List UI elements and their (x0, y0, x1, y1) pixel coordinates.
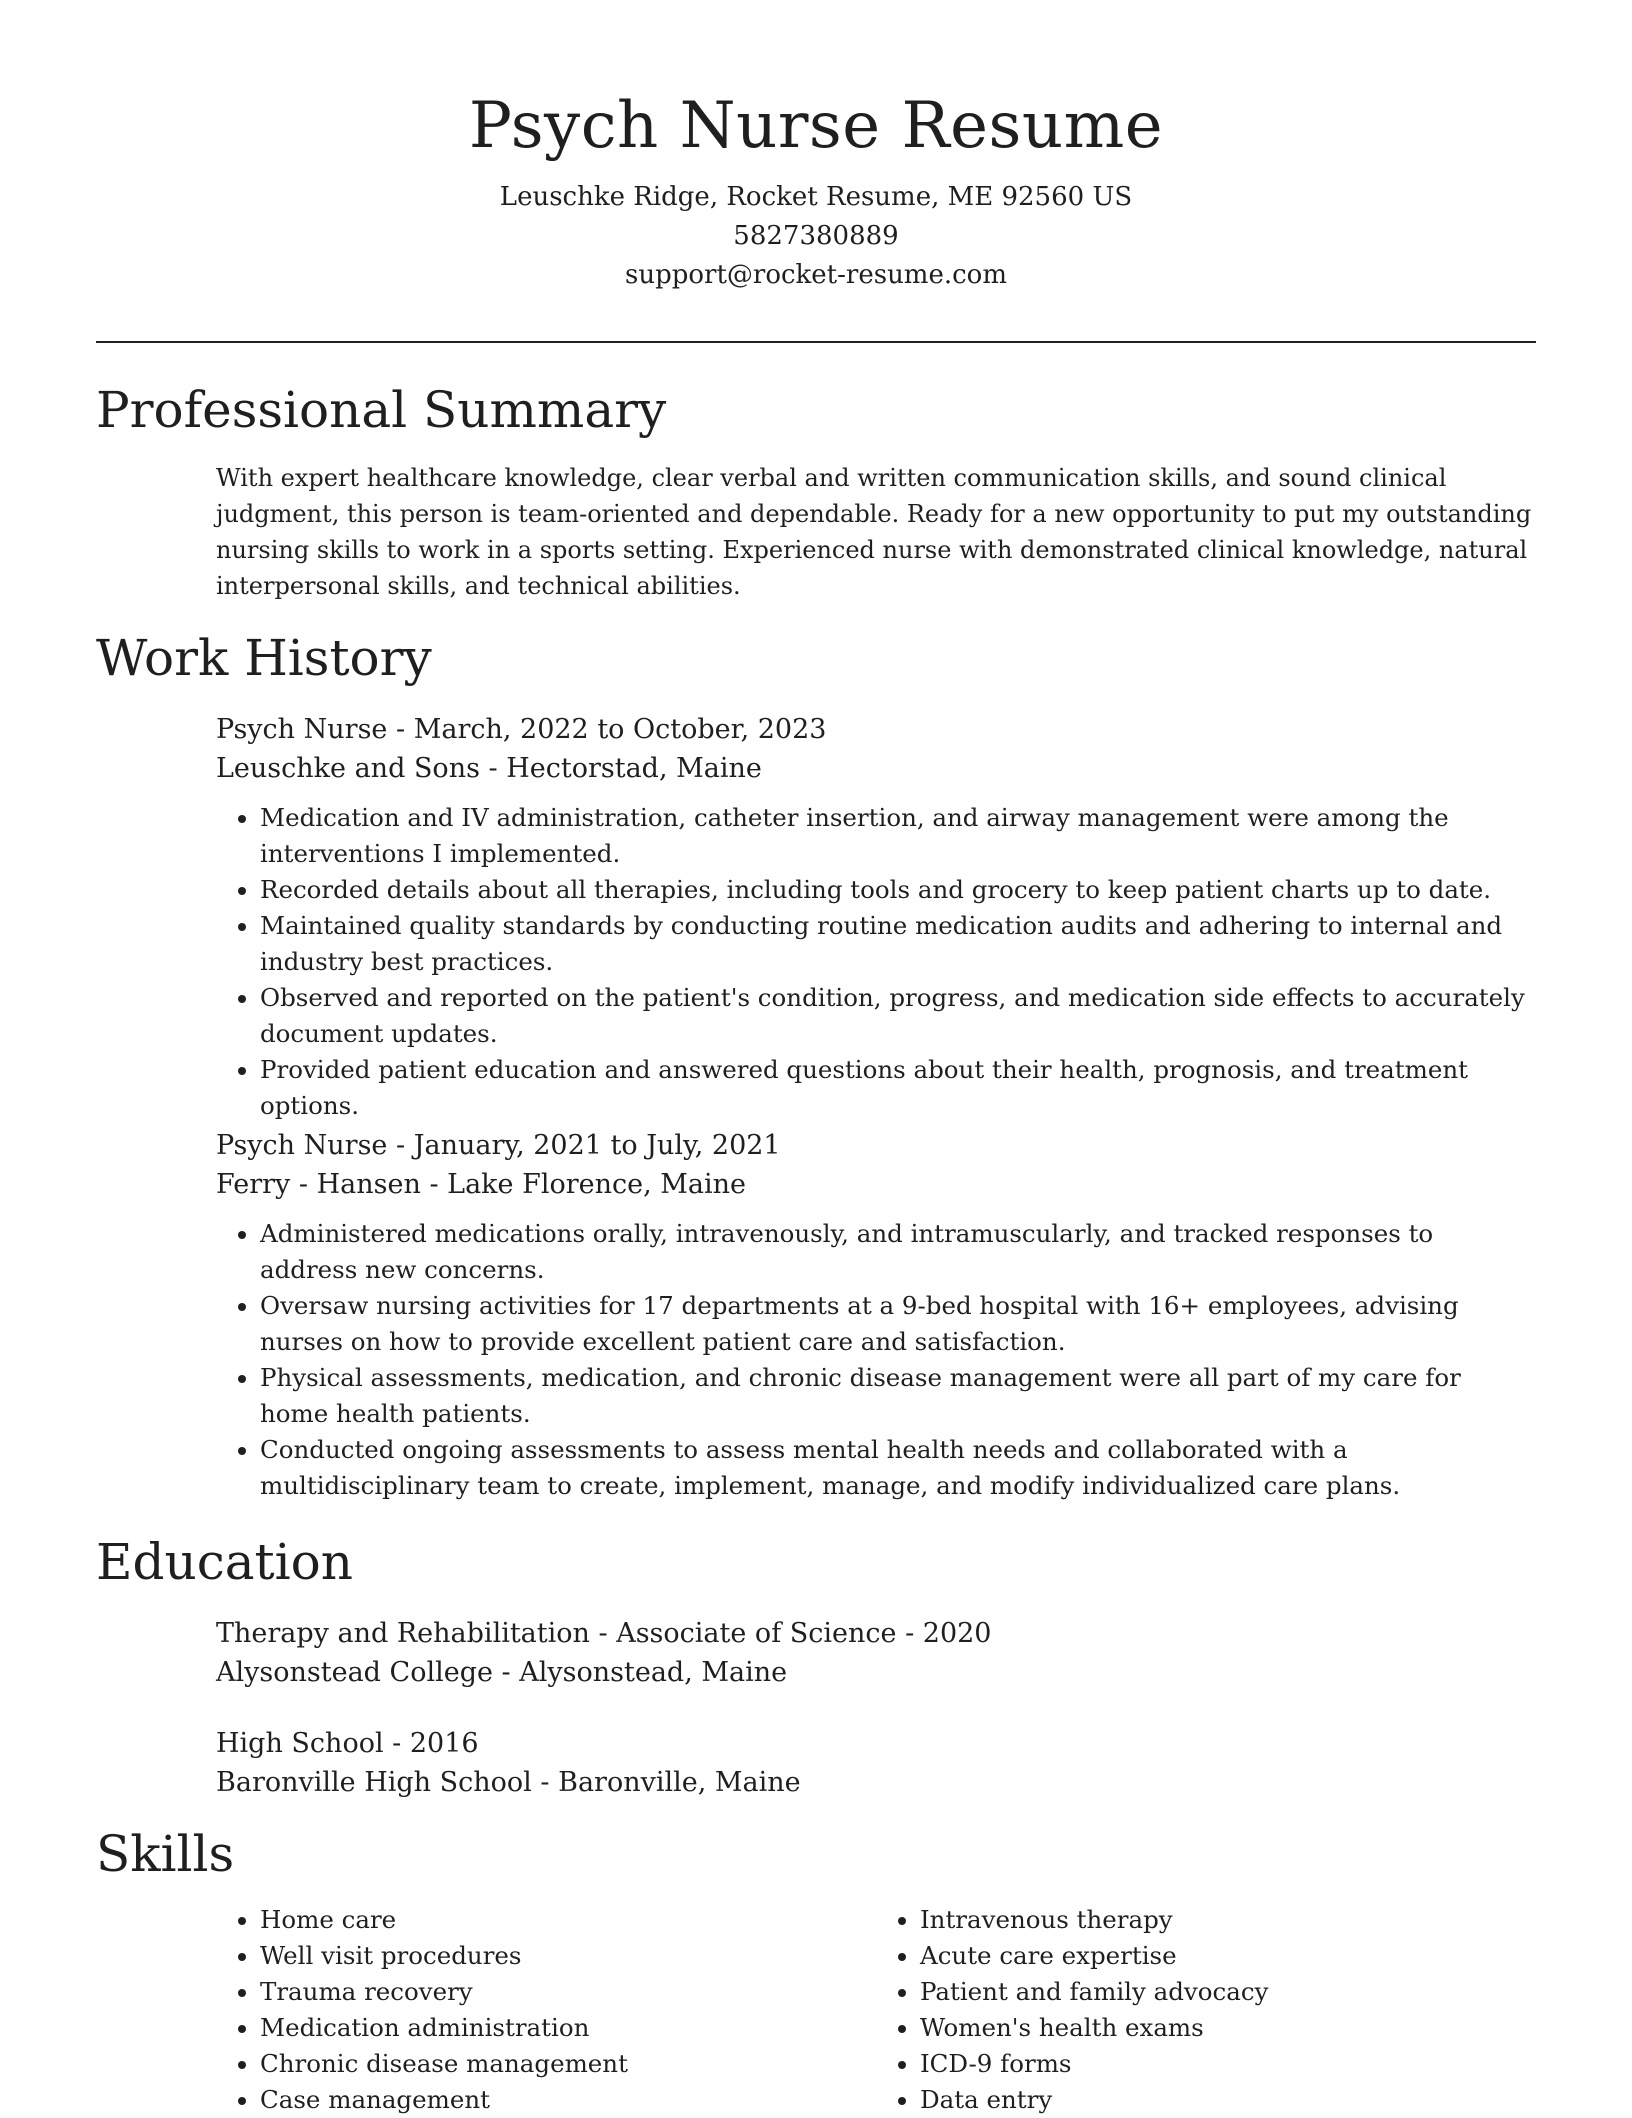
contact-block (0, 178, 1632, 295)
skill-item: • Women's health exams (920, 2010, 1536, 2046)
job-title-line (216, 710, 1536, 749)
contact-email: support@rocket-resume.com (624, 260, 1007, 290)
education-school: Alysonstead College (216, 1657, 493, 1688)
job-bullet: • Recorded details about all therapies, including tools and grocery to keep patient charts up to date. (260, 872, 1536, 908)
job-role: Psych Nurse (216, 714, 388, 745)
job-bullet: • Observed and reported on the patient's condition, progress, and medication side effects to accurately document updates. (260, 980, 1536, 1052)
education-location: - Baronville, Maine (531, 1767, 801, 1798)
job-bullets (216, 800, 1536, 1124)
skill-item: • Patient and family advocacy (920, 1974, 1536, 2010)
job-location: - Lake Florence, Maine (420, 1169, 747, 1200)
skills-heading: Skills (96, 1825, 235, 1883)
education-entry (216, 1724, 1536, 1802)
job-location: - Hectorstad, Maine (479, 753, 762, 784)
work-history-heading: Work History (96, 629, 432, 687)
job-bullet: • Oversaw nursing activities for 17 departments at a 9-bed hospital with 16+ employees, advising nurses on how to provide excellent patient care and satisfaction. (260, 1288, 1536, 1360)
header-divider (96, 341, 1536, 343)
job-employer-line (216, 749, 1536, 788)
summary-heading: Professional Summary (96, 381, 667, 439)
education-heading: Education (96, 1533, 353, 1591)
skills-list-left (216, 1902, 876, 2118)
education-school-line (216, 1763, 1536, 1802)
job-bullets (216, 1216, 1536, 1504)
job-title-line (216, 1126, 1536, 1165)
education-degree-line (216, 1724, 1536, 1763)
job-dates: - March, 2022 to October, 2023 (387, 714, 827, 745)
job-role: Psych Nurse (216, 1130, 388, 1161)
skill-item: • Home care (260, 1902, 876, 1938)
job-entry (216, 710, 1536, 1124)
skill-item: • Data entry (920, 2082, 1536, 2118)
skill-item: • Chronic disease management (260, 2046, 876, 2082)
education-school: Baronville High School (216, 1767, 532, 1798)
skill-item: • Well visit procedures (260, 1938, 876, 1974)
education-year: - 2016 (383, 1728, 479, 1759)
skills-columns (216, 1902, 1536, 2118)
job-company: Ferry - Hansen (216, 1169, 421, 1200)
education-degree-line (216, 1614, 1536, 1653)
skill-item: • ICD-9 forms (920, 2046, 1536, 2082)
education-year: - 2020 (896, 1618, 992, 1649)
job-company: Leuschke and Sons (216, 753, 480, 784)
skill-item: • Acute care expertise (920, 1938, 1536, 1974)
job-bullet: • Conducted ongoing assessments to assess mental health needs and collaborated with a multidisciplinary team to create, implement, manage, and modify individualized care plans. (260, 1432, 1536, 1504)
skill-item: • Medication administration (260, 2010, 876, 2046)
education-school-line (216, 1653, 1536, 1692)
resume-header (0, 0, 1632, 295)
skill-item: • Trauma recovery (260, 1974, 876, 2010)
job-entry (216, 1126, 1536, 1504)
education-degree: Therapy and Rehabilitation - Associate of Science (216, 1618, 897, 1649)
education-location: - Alysonstead, Maine (492, 1657, 788, 1688)
job-bullet: • Medication and IV administration, catheter insertion, and airway management were among the interventions I implemented. (260, 800, 1536, 872)
job-bullet: • Provided patient education and answered questions about their health, prognosis, and treatment options. (260, 1052, 1536, 1124)
job-bullet: • Maintained quality standards by conducting routine medication audits and adhering to internal and industry best practices. (260, 908, 1536, 980)
job-bullet: • Administered medications orally, intravenously, and intramuscularly, and tracked responses to address new concerns. (260, 1216, 1536, 1288)
summary-text: With expert healthcare knowledge, clear verbal and written communication skills, and sound clinical judgment, this person is team-oriented and dependable. Ready for a new opportunity to put my outstanding nursing skills to work in a sports setting. Experienced nurse with demonstrated clinical knowledge, natural interpersonal skills, and technical abilities. (216, 464, 1532, 600)
job-employer-line (216, 1165, 1536, 1204)
resume-title: Psych Nurse Resume (468, 89, 1164, 163)
skill-item: • Intravenous therapy (920, 1902, 1536, 1938)
job-dates: - January, 2021 to July, 2021 (387, 1130, 781, 1161)
job-bullet: • Physical assessments, medication, and chronic disease management were all part of my care for home health patients. (260, 1360, 1536, 1432)
skill-item: • Case management (260, 2082, 876, 2118)
skills-list-right (876, 1902, 1536, 2118)
education-entry (216, 1614, 1536, 1692)
contact-address: Leuschke Ridge, Rocket Resume, ME 92560 US (499, 182, 1133, 212)
education-degree: High School (216, 1728, 384, 1759)
contact-phone: 5827380889 (733, 221, 899, 251)
